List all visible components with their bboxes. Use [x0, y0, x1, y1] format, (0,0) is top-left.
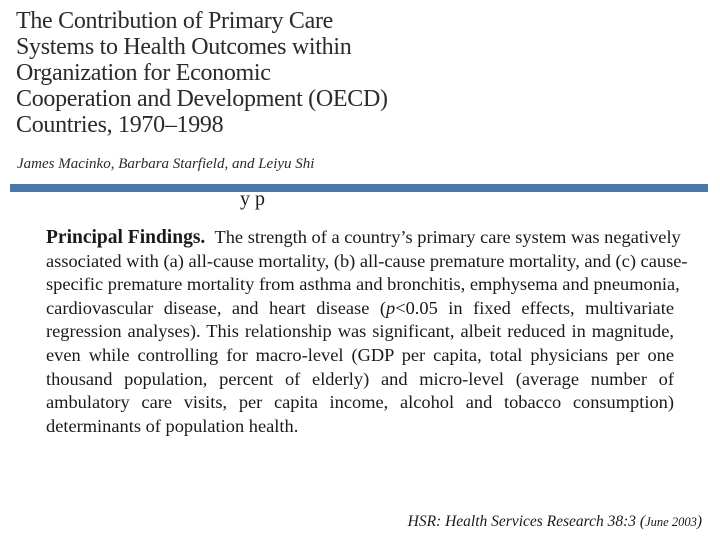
cutoff-text: y p	[240, 188, 265, 210]
principal-findings	[46, 226, 688, 438]
findings-text: The strength of a country’s primary care system was negatively	[214, 227, 681, 247]
citation-close: )	[696, 513, 702, 530]
cutoff-text-fragment	[240, 188, 310, 214]
title-line: The Contribution of Primary Care	[16, 8, 334, 34]
findings-line: determinants of population health.	[46, 415, 299, 436]
findings-line: even while controlling for macro-level (GDP per capita, total physicians per one	[46, 344, 674, 365]
paper-title	[16, 8, 416, 138]
citation-main: HSR: Health Services Research 38:3 (	[407, 513, 646, 530]
title-line: Countries, 1970–1998	[16, 112, 224, 138]
findings-line: regression analyses). This relationship was significant, albeit reduced in magnitude,	[46, 321, 674, 342]
citation-date: June 2003	[645, 515, 697, 529]
findings-line: thousand population, percent of elderly) and micro-level (average number of	[46, 368, 674, 389]
divider-bar	[10, 184, 708, 192]
p-value-symbol: p	[386, 297, 396, 318]
findings-line	[46, 226, 681, 250]
title-line: Systems to Health Outcomes within	[16, 34, 352, 60]
title-line: Cooperation and Development (OECD)	[16, 86, 388, 112]
findings-line: specific premature mortality from asthma and bronchitis, emphysema and pneumonia,	[46, 274, 680, 295]
paper-authors: James Macinko, Barbara Starfield, and Leiyu Shi	[17, 156, 315, 172]
title-line: Organization for Economic	[16, 60, 271, 86]
journal-citation	[408, 513, 702, 531]
findings-line: associated with (a) all-cause mortality, (b) all-cause premature mortality, and (c) cause-	[46, 250, 688, 271]
findings-line: ambulatory care visits, per capita income, alcohol and tobacco consumption)	[46, 392, 674, 413]
findings-heading: Principal Findings.	[46, 227, 206, 248]
findings-line: cardiovascular disease, and heart disease (p<0.05 in fixed effects, multivariate	[46, 297, 674, 318]
